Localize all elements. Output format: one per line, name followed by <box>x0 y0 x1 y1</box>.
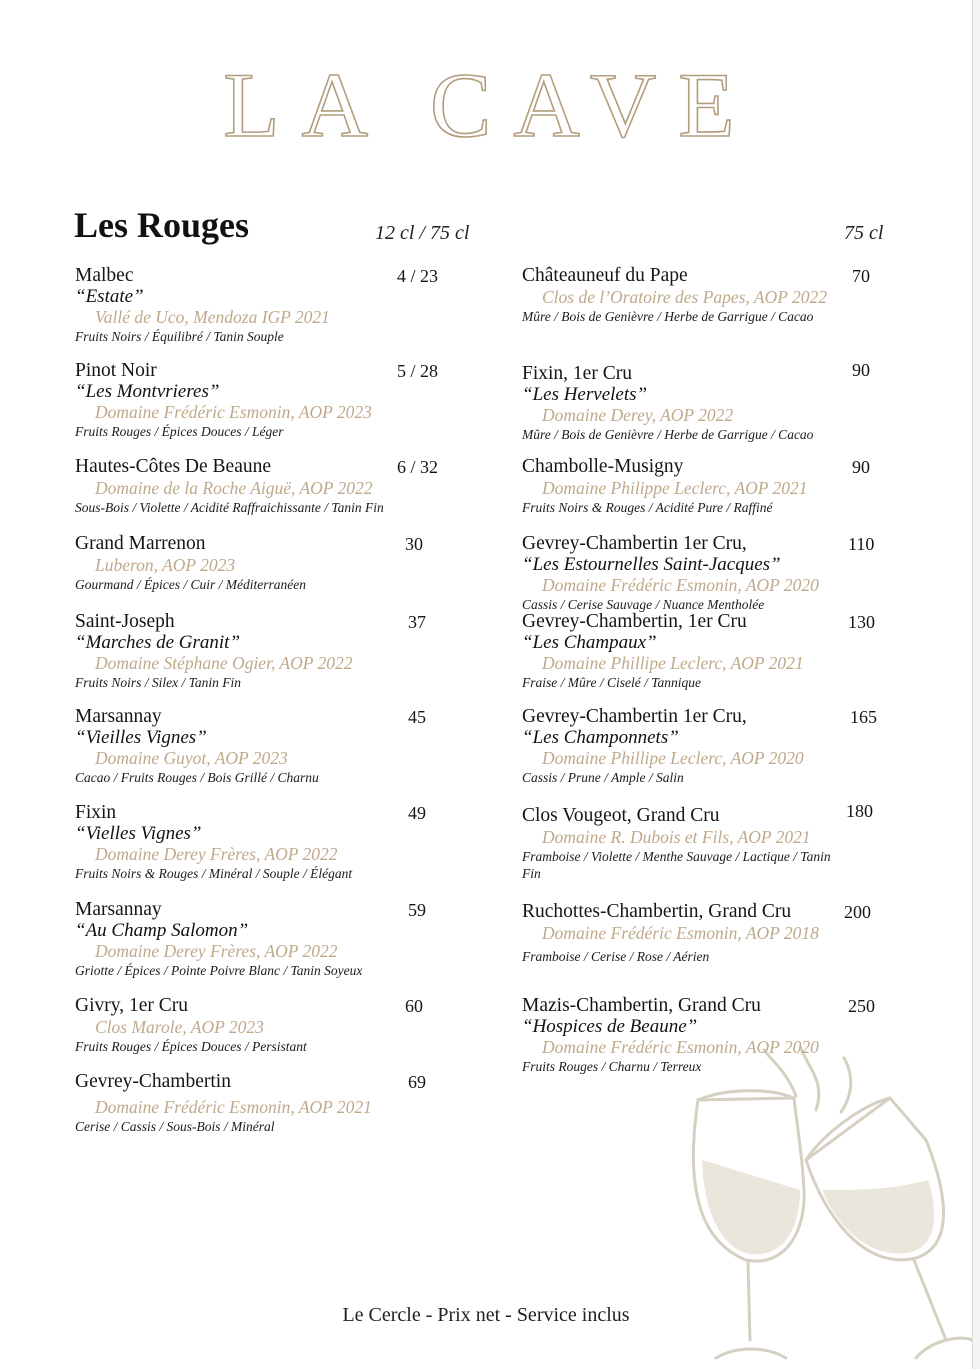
wine-entry <box>522 611 875 691</box>
wine-cuvee: “Estate” <box>75 286 144 307</box>
wine-entry <box>522 360 870 443</box>
wine-name: Gevrey-Chambertin 1er Cru, <box>522 706 747 727</box>
wine-price: 69 <box>408 1072 426 1092</box>
wine-origin: Domaine Derey Frères, AOP 2022 <box>95 941 338 961</box>
wine-price: 110 <box>848 534 875 554</box>
wine-notes: Fruits Noirs & Rouges / Minéral / Souple / Élégant <box>75 866 353 881</box>
wine-name: Mazis-Chambertin, Grand Cru <box>522 995 761 1016</box>
wine-entry <box>75 611 426 691</box>
wine-price: 200 <box>844 902 871 922</box>
wine-name: Gevrey-Chambertin 1er Cru, <box>522 533 747 554</box>
wine-price: 130 <box>848 612 875 632</box>
wine-notes: Fruits Noirs & Rouges / Acidité Pure / Raffiné <box>522 500 773 515</box>
wine-entry <box>522 706 877 786</box>
wine-name: Grand Marrenon <box>75 533 206 554</box>
wine-cuvee: “Les Champonnets” <box>522 727 679 748</box>
wine-name: Givry, 1er Cru <box>75 995 189 1016</box>
wine-cuvee: “Hospices de Beaune” <box>522 1016 698 1037</box>
wine-notes: Cacao / Fruits Rouges / Bois Grillé / Charnu <box>75 770 319 785</box>
wine-price: 90 <box>852 360 870 380</box>
wine-price: 59 <box>408 900 426 920</box>
wine-notes: Fruits Rouges / Charnu / Terreux <box>522 1059 702 1074</box>
left-price-header: 12 cl / 75 cl <box>375 222 470 244</box>
wine-origin: Clos de l’Oratoire des Papes, AOP 2022 <box>542 287 828 307</box>
wine-price: 45 <box>408 707 426 727</box>
wine-entry <box>75 1071 426 1135</box>
wine-cuvee: “Marches de Granit” <box>75 632 241 653</box>
wine-price: 37 <box>408 612 426 632</box>
wine-price: 30 <box>405 534 423 554</box>
wine-notes: Griotte / Épices / Pointe Poivre Blanc / Tanin Soyeux <box>75 963 363 978</box>
wine-price: 60 <box>405 996 423 1016</box>
wine-price: 90 <box>852 457 870 477</box>
wine-price: 180 <box>846 801 873 821</box>
wine-origin: Domaine Phillipe Leclerc, AOP 2021 <box>542 653 804 673</box>
wine-cuvee: “Vieilles Vignes” <box>75 727 207 748</box>
wine-name: Marsannay <box>75 899 162 920</box>
wine-price: 4 / 23 <box>397 266 439 286</box>
wine-entry <box>522 265 870 325</box>
wine-cuvee: “Les Estournelles Saint-Jacques” <box>522 554 781 575</box>
wine-origin: Domaine Frédéric Esmonin, AOP 2020 <box>542 1037 819 1057</box>
wine-notes: Fraise / Mûre / Ciselé / Tannique <box>522 675 701 690</box>
wine-name: Hautes-Côtes De Beaune <box>75 456 272 477</box>
wine-name: Gevrey-Chambertin, 1er Cru <box>522 611 747 632</box>
wine-entry <box>75 265 439 345</box>
wine-name: Pinot Noir <box>75 360 157 381</box>
wine-entry <box>522 995 875 1075</box>
wine-name: Marsannay <box>75 706 162 727</box>
wine-name: Fixin <box>75 802 117 823</box>
section-title: Les Rouges <box>74 205 250 245</box>
wine-price: 165 <box>850 707 877 727</box>
wine-origin: Domaine Stéphane Ogier, AOP 2022 <box>95 653 353 673</box>
wine-entry <box>522 533 875 613</box>
wine-entry <box>75 360 439 440</box>
wine-name: Chambolle-Musigny <box>522 456 684 477</box>
wine-name: Malbec <box>75 265 134 286</box>
wine-entry <box>75 899 426 979</box>
wine-entry <box>75 456 439 516</box>
wine-cuvee: “Les Montvrieres” <box>75 381 220 402</box>
wine-name: Gevrey-Chambertin <box>75 1071 231 1092</box>
wine-entry <box>75 533 423 593</box>
wine-name: Saint-Joseph <box>75 611 175 632</box>
wine-origin: Domaine Derey, AOP 2022 <box>542 405 734 425</box>
wine-notes: Fruits Rouges / Épices Douces / Persistant <box>75 1039 307 1054</box>
wine-notes: Mûre / Bois de Genièvre / Herbe de Garrigue / Cacao <box>522 427 814 442</box>
wine-name: Ruchottes-Chambertin, Grand Cru <box>522 901 792 922</box>
wine-cuvee: “Les Hervelets” <box>522 384 648 405</box>
wine-entry <box>75 802 426 882</box>
wine-origin: Domaine Phillipe Leclerc, AOP 2020 <box>542 748 804 768</box>
wine-price: 70 <box>852 266 870 286</box>
wine-notes: Cassis / Cerise Sauvage / Nuance Mentholée <box>522 597 765 612</box>
wine-origin: Vallé de Uco, Mendoza IGP 2021 <box>95 307 330 327</box>
wine-notes: Fruits Noirs / Équilibré / Tanin Souple <box>75 329 284 344</box>
wine-entry <box>522 456 870 516</box>
wine-notes: Gourmand / Épices / Cuir / Méditerranéen <box>75 577 306 592</box>
footer-note: Le Cercle - Prix net - Service inclus <box>342 1304 630 1326</box>
wine-notes: Mûre / Bois de Genièvre / Herbe de Garrigue / Cacao <box>522 309 814 324</box>
wine-origin: Domaine R. Dubois et Fils, AOP 2021 <box>542 827 811 847</box>
wine-cuvee: “Au Champ Salomon” <box>75 920 249 941</box>
wine-origin: Domaine de la Roche Aiguë, AOP 2022 <box>95 478 373 498</box>
wine-notes: Cerise / Cassis / Sous-Bois / Minéral <box>75 1119 275 1134</box>
wine-origin: Domaine Philippe Leclerc, AOP 2021 <box>542 478 808 498</box>
wine-notes: Cassis / Prune / Ample / Salin <box>522 770 684 785</box>
right-price-header: 75 cl <box>844 222 884 244</box>
wine-origin: Clos Marole, AOP 2023 <box>95 1017 264 1037</box>
wine-name: Clos Vougeot, Grand Cru <box>522 805 720 826</box>
wine-cuvee: “Vielles Vignes” <box>75 823 202 844</box>
wine-price: 6 / 32 <box>397 457 439 477</box>
wine-origin: Domaine Derey Frères, AOP 2022 <box>95 844 338 864</box>
wine-origin: Domaine Guyot, AOP 2023 <box>95 748 288 768</box>
wine-price: 5 / 28 <box>397 361 439 381</box>
wine-origin: Domaine Frédéric Esmonin, AOP 2018 <box>542 923 819 943</box>
wine-entry <box>522 801 873 882</box>
menu-title: LA CAVE <box>223 54 757 156</box>
wine-notes: Fruits Rouges / Épices Douces / Léger <box>75 424 284 439</box>
wine-notes: Framboise / Cerise / Rose / Aérien <box>522 949 710 964</box>
wine-origin: Domaine Frédéric Esmonin, AOP 2020 <box>542 575 819 595</box>
wine-name: Fixin, 1er Cru <box>522 363 632 384</box>
wine-entry <box>522 901 871 965</box>
wine-cuvee: “Les Champaux” <box>522 632 657 653</box>
wine-notes: Framboise / Violette / Menthe Sauvage / Lactique / Tanin Fin <box>522 849 831 881</box>
wine-origin: Domaine Frédéric Esmonin, AOP 2021 <box>95 1097 372 1117</box>
wine-name: Châteauneuf du Pape <box>522 265 688 286</box>
wine-entry <box>75 706 426 786</box>
wine-origin: Domaine Frédéric Esmonin, AOP 2023 <box>95 402 372 422</box>
wine-entry <box>75 995 423 1055</box>
wine-price: 250 <box>848 996 875 1016</box>
wine-price: 49 <box>408 803 426 823</box>
wine-notes: Fruits Noirs / Silex / Tanin Fin <box>75 675 242 690</box>
wine-origin: Luberon, AOP 2023 <box>95 555 236 575</box>
wine-notes: Sous-Bois / Violette / Acidité Raffraichissante / Tanin Fin <box>75 500 384 515</box>
